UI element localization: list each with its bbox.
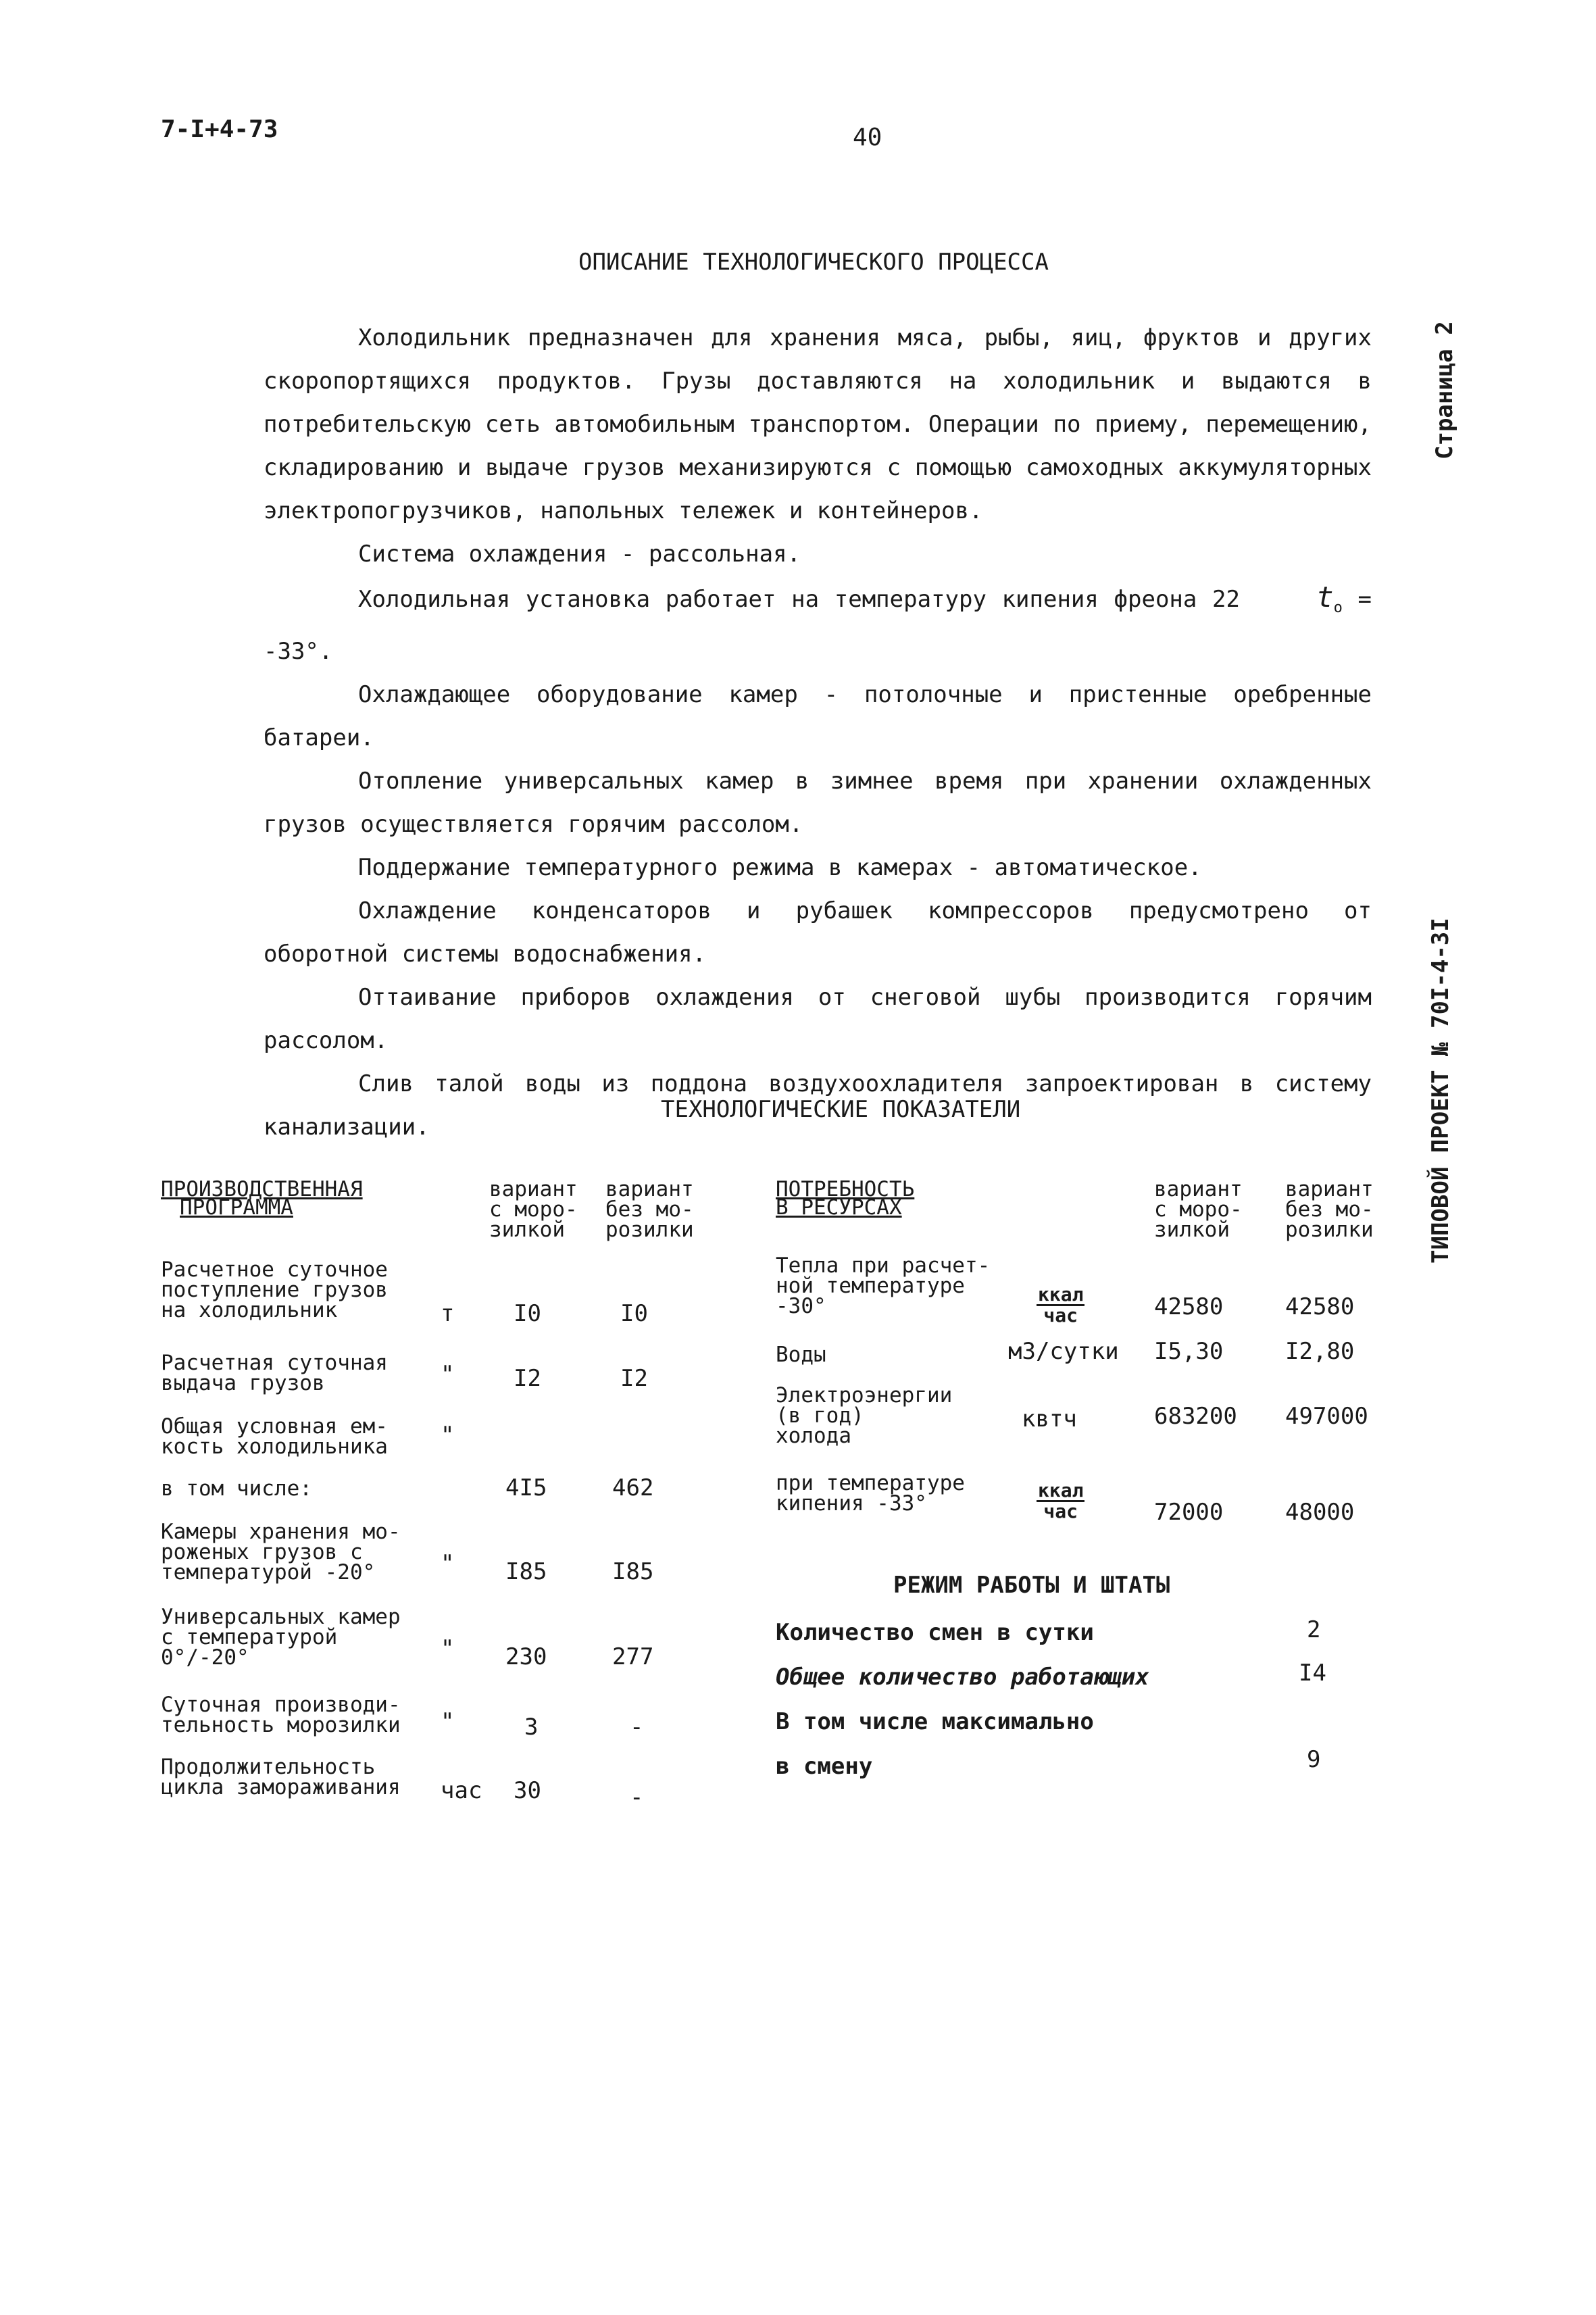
production-col1-header: вариант с моро- зилкой	[489, 1177, 578, 1242]
resources-row-unit: ккал час	[1038, 1479, 1084, 1522]
production-row-unit: "	[441, 1422, 455, 1449]
production-row-value1: 30	[514, 1777, 541, 1804]
production-row-value2: 277	[612, 1643, 654, 1670]
document-code: 7-I+4-73	[161, 116, 278, 143]
production-row-value1: I0	[514, 1300, 541, 1327]
resources-row-unit: ккал час	[1038, 1283, 1084, 1326]
temperature-symbol: t	[1316, 580, 1334, 614]
regime-row-value: 2	[1307, 1616, 1321, 1643]
production-header-line1: ПРОИЗВОДСТВЕННАЯ	[161, 1177, 363, 1201]
production-row-label: Расчетное суточное поступление грузов на холодильник	[161, 1258, 388, 1322]
resources-row-label: Воды	[776, 1343, 826, 1367]
production-row-value1: I85	[505, 1558, 547, 1585]
resources-row-value2: 497000	[1285, 1403, 1368, 1430]
paragraph-heating: Отопление универсальных камер в зимнее время при хранении охлажденных грузов осуществляется горячим рассолом.	[264, 767, 1372, 838]
paragraph-drainage: Слив талой воды из поддона воздухоохладителя запроектирован в систему канализации.	[264, 1070, 1372, 1141]
side-page-label: Страница 2	[1431, 321, 1458, 459]
resources-row-value2: I2,80	[1285, 1338, 1355, 1365]
production-row-label: Продолжительность цикла замораживания	[161, 1755, 401, 1799]
resources-row-unit: м3/сутки	[1008, 1338, 1119, 1365]
section-title: ОПИСАНИЕ ТЕХНОЛОГИЧЕСКОГО ПРОЦЕССА	[578, 249, 1049, 276]
resources-row-value2: 48000	[1285, 1499, 1355, 1526]
production-row-value1: I2	[514, 1365, 541, 1392]
production-row-label: Универсальных камер с температурой 0°/-20°	[161, 1605, 401, 1670]
paragraph-cooling-system: Система охлаждения - рассольная.	[358, 541, 801, 568]
paragraph-defrosting: Оттаивание приборов охлаждения от снеговой шубы производится горячим рассолом.	[264, 983, 1372, 1054]
indicators-title: ТЕХНОЛОГИЧЕСКИЕ ПОКАЗАТЕЛИ	[661, 1096, 1021, 1123]
production-row-value2: I2	[620, 1365, 648, 1392]
temperature-subscript: o	[1333, 599, 1343, 616]
regime-row-label: В том числе максимально	[776, 1708, 1094, 1735]
resources-col1-header: вариант с моро- зилкой	[1154, 1177, 1243, 1242]
regime-row-label: Количество смен в сутки	[776, 1619, 1094, 1646]
resources-row-unit: квтч	[1022, 1405, 1077, 1433]
production-row-unit: "	[441, 1635, 455, 1662]
production-row-label: Расчетная суточная выдача грузов	[161, 1351, 388, 1395]
production-row-value2: I0	[620, 1300, 648, 1327]
production-row-label: Суточная производи- тельность морозилки	[161, 1693, 401, 1737]
production-row-label: в том числе:	[161, 1476, 312, 1501]
production-row-unit: "	[441, 1361, 455, 1388]
production-row-value2: -	[630, 1784, 644, 1811]
resources-row-label: Электроэнергии (в год) холода	[776, 1383, 953, 1448]
process-description	[264, 316, 1372, 1149]
production-row-unit: т	[441, 1300, 455, 1327]
production-header-line2: ПРОГРАММА	[180, 1195, 293, 1220]
temperature-value: = -33°.	[264, 586, 1372, 665]
regime-row-label: Общее количество работающих	[776, 1664, 1149, 1691]
resources-row-label: при температуре кипения -33°	[776, 1471, 965, 1516]
refrigeration-text: Холодильная установка работает на температуру кипения фреона 22	[358, 586, 1240, 613]
page-number: 40	[853, 124, 882, 151]
resources-header-line1: ПОТРЕБНОСТЬ	[776, 1177, 915, 1201]
production-row-value1: 230	[505, 1643, 547, 1670]
regime-row-value: I4	[1299, 1660, 1326, 1687]
production-row-label: Камеры хранения мо- роженых грузов с температурой -20°	[161, 1520, 401, 1585]
resources-row-value1: I5,30	[1154, 1338, 1224, 1365]
production-row-value2: I85	[612, 1558, 654, 1585]
side-project-label: ТИПОВОЙ ПРОЕКТ № 70I-4-3I	[1427, 918, 1454, 1264]
regime-row-label: в смену	[776, 1753, 873, 1780]
paragraph-condenser-cooling: Охлаждение конденсаторов и рубашек компрессоров предусмотрено от оборотной системы водоснабжения.	[264, 897, 1372, 968]
production-row-value2: -	[630, 1714, 644, 1741]
resources-row-value2: 42580	[1285, 1293, 1355, 1320]
resources-row-value1: 683200	[1154, 1403, 1237, 1430]
paragraph-equipment: Охлаждающее оборудование камер - потолочные и пристенные оребренные батареи.	[264, 680, 1372, 751]
regime-row-value: 9	[1307, 1746, 1321, 1773]
production-row-value1: 3	[524, 1714, 539, 1741]
production-row-unit: "	[441, 1708, 455, 1735]
production-row-unit: час	[441, 1777, 482, 1804]
regime-title: РЕЖИМ РАБОТЫ И ШТАТЫ	[893, 1572, 1170, 1599]
production-col2-header: вариант без мо- розилки	[605, 1177, 694, 1242]
paragraph-refrigeration	[264, 576, 1372, 673]
production-row-label: Общая условная ем- кость холодильника	[161, 1414, 388, 1459]
resources-header-line2: В РЕСУРСАХ	[776, 1195, 902, 1220]
resources-row-value1: 72000	[1154, 1499, 1224, 1526]
resources-col2-header: вариант без мо- розилки	[1285, 1177, 1374, 1242]
paragraph-temperature-control: Поддержание температурного режима в камерах - автоматическое.	[358, 853, 1202, 881]
resources-row-label: Тепла при расчет- ной температуре -30°	[776, 1253, 991, 1318]
production-row-unit: "	[441, 1550, 455, 1577]
production-row-value1: 4I5	[505, 1474, 547, 1501]
production-row-value2: 462	[612, 1474, 654, 1501]
resources-row-value1: 42580	[1154, 1293, 1224, 1320]
paragraph-purpose: Холодильник предназначен для хранения мяса, рыбы, яиц, фруктов и других скоропортящихся продуктов. Грузы доставляются на холодильник и выдаются в потребительскую сеть автомобильным транспортом. Операции по приему, перемещению, складированию и выдаче грузов механизируются с помощью самоходных аккумуляторных электропогрузчиков, напольных тележек и контейнеров.	[264, 324, 1372, 524]
